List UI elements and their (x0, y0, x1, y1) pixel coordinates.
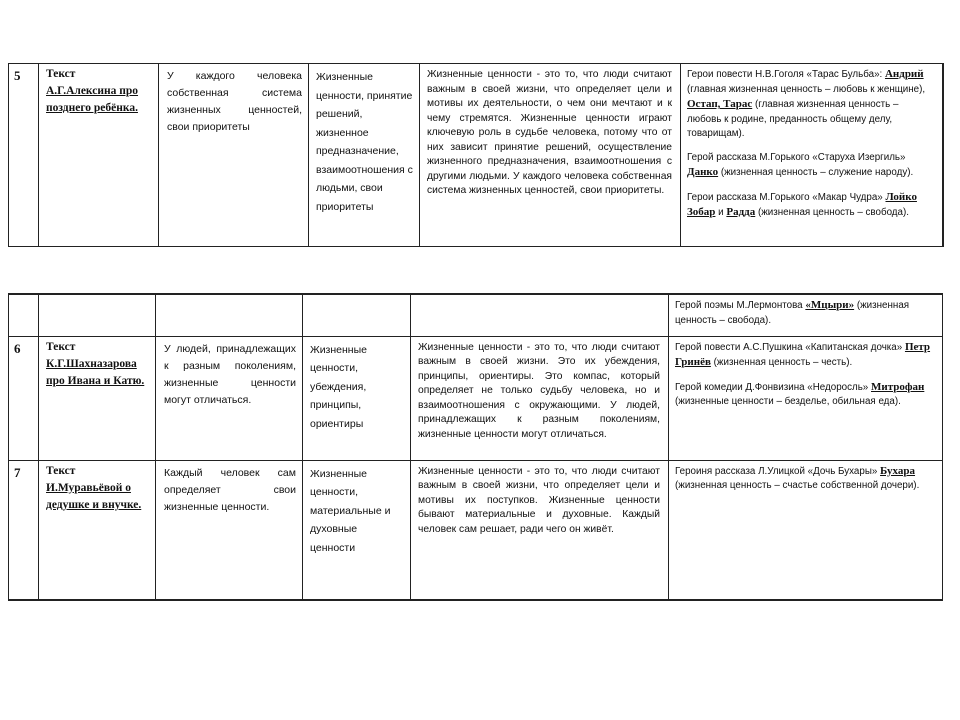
text-source (39, 336, 156, 460)
keywords-cell: Жизненные ценности, материальные и духовные ценности (303, 460, 411, 600)
hero-name: Андрий (884, 68, 924, 80)
table-block-1 (8, 63, 944, 247)
hero-name: «Мцыри» (805, 299, 855, 311)
table-row-5 (9, 64, 943, 247)
text-author: И.Муравьёвой о (46, 481, 131, 494)
hero-name: Митрофан (871, 380, 925, 393)
thesis-cell: Каждый человек сам определяет свои жизненные ценности. (156, 460, 303, 600)
thesis-cell: У людей, принадлежащих к разным поколениям, жизненные ценности могут отличаться. (156, 336, 303, 460)
table-row-continuation (9, 294, 943, 336)
hero-name: Бухара (880, 464, 916, 477)
hero-name: Данко (687, 166, 719, 178)
text-author: К.Г.Шахназарова (46, 357, 137, 370)
text-source (39, 460, 156, 600)
text-subject: дедушке и внучке. (46, 498, 142, 511)
hero-name: Лойко Зобар (687, 190, 917, 218)
row-number: 6 (9, 336, 39, 460)
examples-cell (669, 336, 943, 460)
example-item: Герой комедии Д.Фонвизина «Недоросль» Митрофан (жизненные ценности – безделье, обильная еда). (675, 380, 925, 407)
hero-name: Петр Гринёв (675, 340, 931, 368)
text-subject: позднего ребёнка. (46, 102, 138, 114)
text-title: Текст (46, 340, 76, 353)
text-title: Текст (46, 464, 76, 477)
hero-name: Остап, Тарас (687, 98, 753, 110)
example-item: Герой рассказа М.Горького «Старуха Изергиль» Данко (жизненная ценность – служение народу). (687, 151, 914, 178)
row-number: 7 (9, 460, 39, 600)
thesis-cell: У каждого человека собственная система жизненных ценностей, свои приоритеты (159, 64, 309, 247)
row-number: 5 (9, 64, 39, 247)
definition-cell: Жизненные ценности - это то, что люди считают важным в своей жизни, что определяет цели и мотивы их поступков. Жизненные ценности бывают материальные и духовные. Каждый человек сам решает, ради чего он живёт. (411, 460, 669, 600)
examples-cell (681, 64, 943, 247)
text-author: А.Г.Алексина про (46, 85, 139, 97)
keywords-cell: Жизненные ценности, убеждения, принципы, ориентиры (303, 336, 411, 460)
text-title: Текст (46, 68, 76, 80)
hero-name: Радда (726, 206, 756, 218)
keywords-cell: Жизненные ценности, принятие решений, жизненное предназначение, взаимоотношения с людьми, свои приоритеты (309, 64, 420, 247)
example-item: Герои рассказа М.Горького «Макар Чудра» Лойко Зобар и Радда (жизненная ценность – свобода). (687, 190, 917, 218)
example-item: Герой повести А.С.Пушкина «Капитанская дочка» Петр Гринёв (жизненная ценность – честь). (675, 340, 931, 368)
examples-cell (669, 460, 943, 600)
table-block-2 (8, 293, 943, 601)
example-item: Герои повести Н.В.Гоголя «Тарас Бульба»: Андрий (главная жизненная ценность – любовь к женщине), Остап, Тарас (главная жизненная ценность – любовь к родине, преданность общему делу, товарищам). (687, 68, 926, 139)
table-row-6 (9, 336, 943, 460)
table-row-7 (9, 460, 943, 600)
examples-cell: Герой поэмы М.Лермонтова «Мцыри» (жизненная ценность – свобода). (669, 294, 943, 336)
definition-cell: Жизненные ценности - это то, что люди считают важным в своей жизни. Это их убеждения, принципы, ориентиры. Это компас, который определяет не только судьбу человека, но и взаимоотношения с окружающими. У людей, принадлежащих к разным поколениям, жизненные ценности могут отличаться. (411, 336, 669, 460)
text-source (39, 64, 159, 247)
definition-cell: Жизненные ценности - это то, что люди считают важным в своей жизни, что определяет цели и мотивы их деятельности, о чем они мечтают и к чему стремятся. Жизненные ценности играют ключевую роль в судьбе человека, потому что от них зависит принятие решений, осуществление жизненного предназначения, взаимоотношения с другими людьми. У каждого человека собственная система жизненных ценностей, свои приоритеты. (420, 64, 681, 247)
text-subject: про Ивана и Катю. (46, 374, 145, 387)
example-item: Героиня рассказа Л.Улицкой «Дочь Бухары» Бухара (жизненная ценность – счастье собственной дочери). (675, 464, 920, 491)
